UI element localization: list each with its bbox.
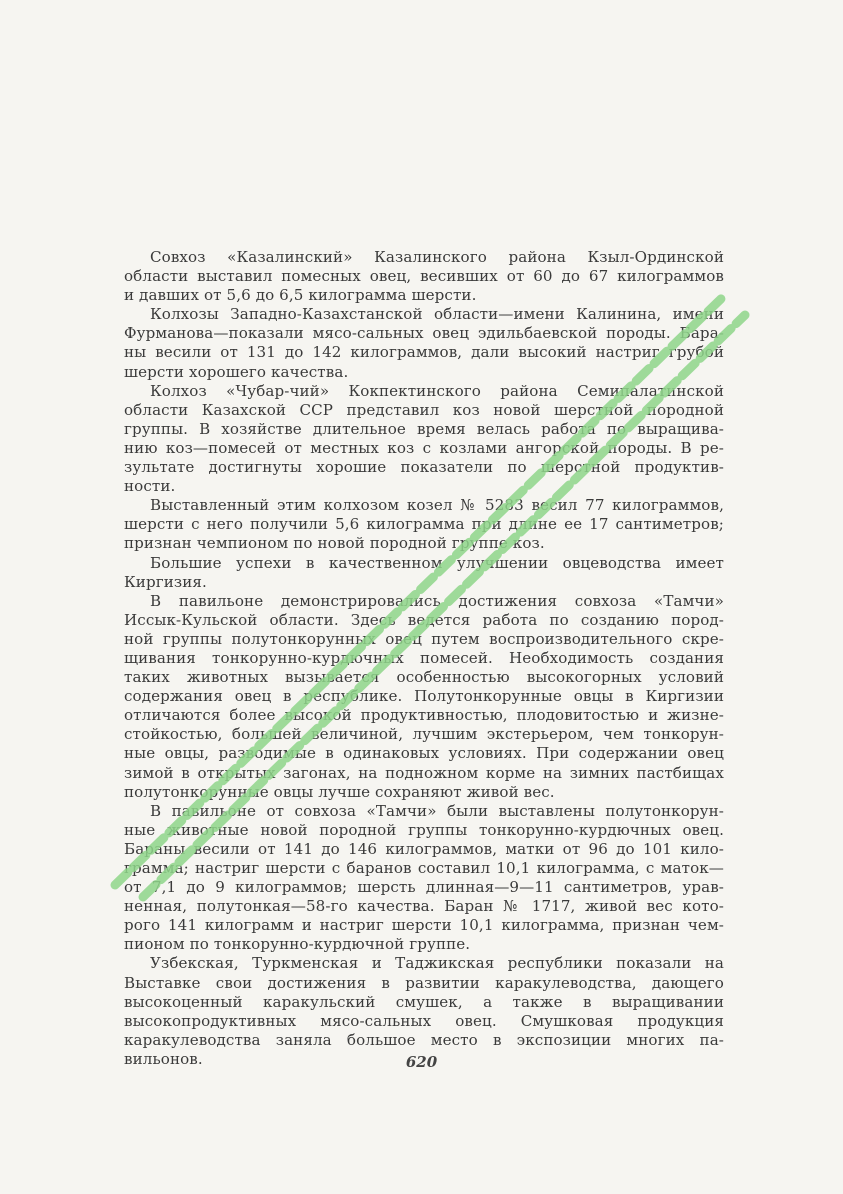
text-line: шерсти хорошего качества. — [124, 362, 349, 381]
text-line: каракулеводства заняла большое место в экспозиции многих па- — [124, 1030, 724, 1049]
text-line: зультате достигнуты хорошие показатели по шерстной продуктив- — [124, 458, 724, 477]
text-line: высокопродуктивных мясо-сальных овец. Смушковая продукция — [124, 1011, 724, 1030]
text-line: ные овцы, разводимые в одинаковых условиях. При содержании овец — [124, 744, 724, 763]
text-line: грамма; настриг шерсти с баранов составил 10,1 килограмма, с маток— — [124, 859, 724, 877]
paragraph — [124, 592, 724, 802]
text-line: нию коз—помесей от местных коз с козлами ангорской породы. В ре- — [124, 438, 724, 457]
text-line: таких животных вызывается особенностью высокогорных условий — [124, 668, 724, 687]
text-line: отличаются более высокой продуктивностью, плодовитостью и жизне- — [124, 706, 724, 725]
text-line: области Казахской ССР представил коз новой шерстной породной — [124, 400, 724, 419]
text-line: ной группы полутонкорунных овец путем воспроизводительного скре- — [124, 629, 724, 648]
text-line: Совхоз «Казалинский» Казалинского района Кзыл-Ординской — [150, 248, 724, 266]
text-line: ненная, полутонкая—58-го качества. Баран № 1717, живой вес кото- — [124, 897, 724, 916]
text-line: шерсти с него получили 5,6 килограмма при длине ее 17 сантиметров; — [124, 515, 724, 534]
paragraph — [124, 802, 724, 955]
paragraph — [124, 554, 724, 592]
text-line: Колхоз «Чубар-чий» Кокпектинского района Семипалатинской — [150, 381, 724, 400]
body-text — [124, 248, 724, 1069]
paragraph — [124, 248, 724, 305]
text-line: Узбекская, Туркменская и Таджикская республики показали на — [150, 954, 724, 973]
text-line: группы. В хозяйстве длительное время велась работа по выращива- — [124, 419, 724, 438]
text-line: Большие успехи в качественном улучшении овцеводства имеет — [150, 553, 724, 572]
text-line: и давших от 5,6 до 6,5 килограмма шерсти. — [124, 286, 477, 305]
text-line: Бараны весили от 141 до 146 килограммов, матки от 96 до 101 кило- — [124, 839, 724, 858]
paragraph — [124, 954, 724, 1069]
text-line: стойкостью, большей величиной, лучшим экстерьером, чем тонкорун- — [124, 725, 724, 744]
text-line: Иссык-Кульской области. Здесь ведется работа по созданию пород- — [124, 610, 724, 629]
text-line: ны весили от 131 до 142 килограммов, дали высокий настриг грубой — [124, 343, 724, 362]
text-line: рого 141 килограмм и настриг шерсти 10,1 килограмма, признан чем- — [124, 916, 724, 935]
paragraph — [124, 496, 724, 553]
text-line: ные животные новой породной группы тонкорунно-курдючных овец. — [124, 820, 724, 839]
text-line: зимой в открытых загонах, на подножном корме на зимних пастбищах — [124, 763, 724, 782]
text-line: Выставленный этим колхозом козел № 5283 весил 77 килограммов, — [150, 496, 724, 515]
paragraph — [124, 305, 724, 381]
text-line: полутонкорунные овцы лучше сохраняют живой вес. — [124, 782, 555, 801]
text-line: высокоценный каракульский смушек, а также в выращивании — [124, 992, 724, 1011]
text-line: области выставил помесных овец, весивших от 60 до 67 килограммов — [124, 267, 724, 286]
text-line: вильонов. — [124, 1049, 203, 1068]
text-line: В павильоне демонстрировались достижения совхоза «Тамчи» — [150, 591, 724, 610]
text-line: ности. — [124, 477, 176, 496]
text-line: щивания тонкорунно-курдючных помесей. Необходимость создания — [124, 648, 724, 667]
text-line: В павильоне от совхоза «Тамчи» были выставлены полутонкорун- — [150, 801, 724, 820]
text-line: пионом по тонкорунно-курдючной группе. — [124, 935, 471, 954]
page-number: 620 — [405, 1053, 438, 1071]
text-line: Выставке свои достижения в развитии каракулеводства, дающего — [124, 973, 724, 992]
text-line: Киргизия. — [124, 572, 207, 591]
text-line: признан чемпионом по новой породной группе коз. — [124, 534, 545, 553]
paragraph — [124, 382, 724, 497]
text-line: Фурманова—показали мясо-сальных овец эдильбаевской породы. Бара- — [124, 324, 724, 343]
text-line: Колхозы Западно-Казахстанской области—имени Калинина, имени — [150, 305, 724, 324]
text-line: от 7,1 до 9 килограммов; шерсть длинная—9—11 сантиметров, урав- — [124, 878, 724, 897]
text-line: содержания овец в республике. Полутонкорунные овцы в Киргизии — [124, 687, 724, 706]
